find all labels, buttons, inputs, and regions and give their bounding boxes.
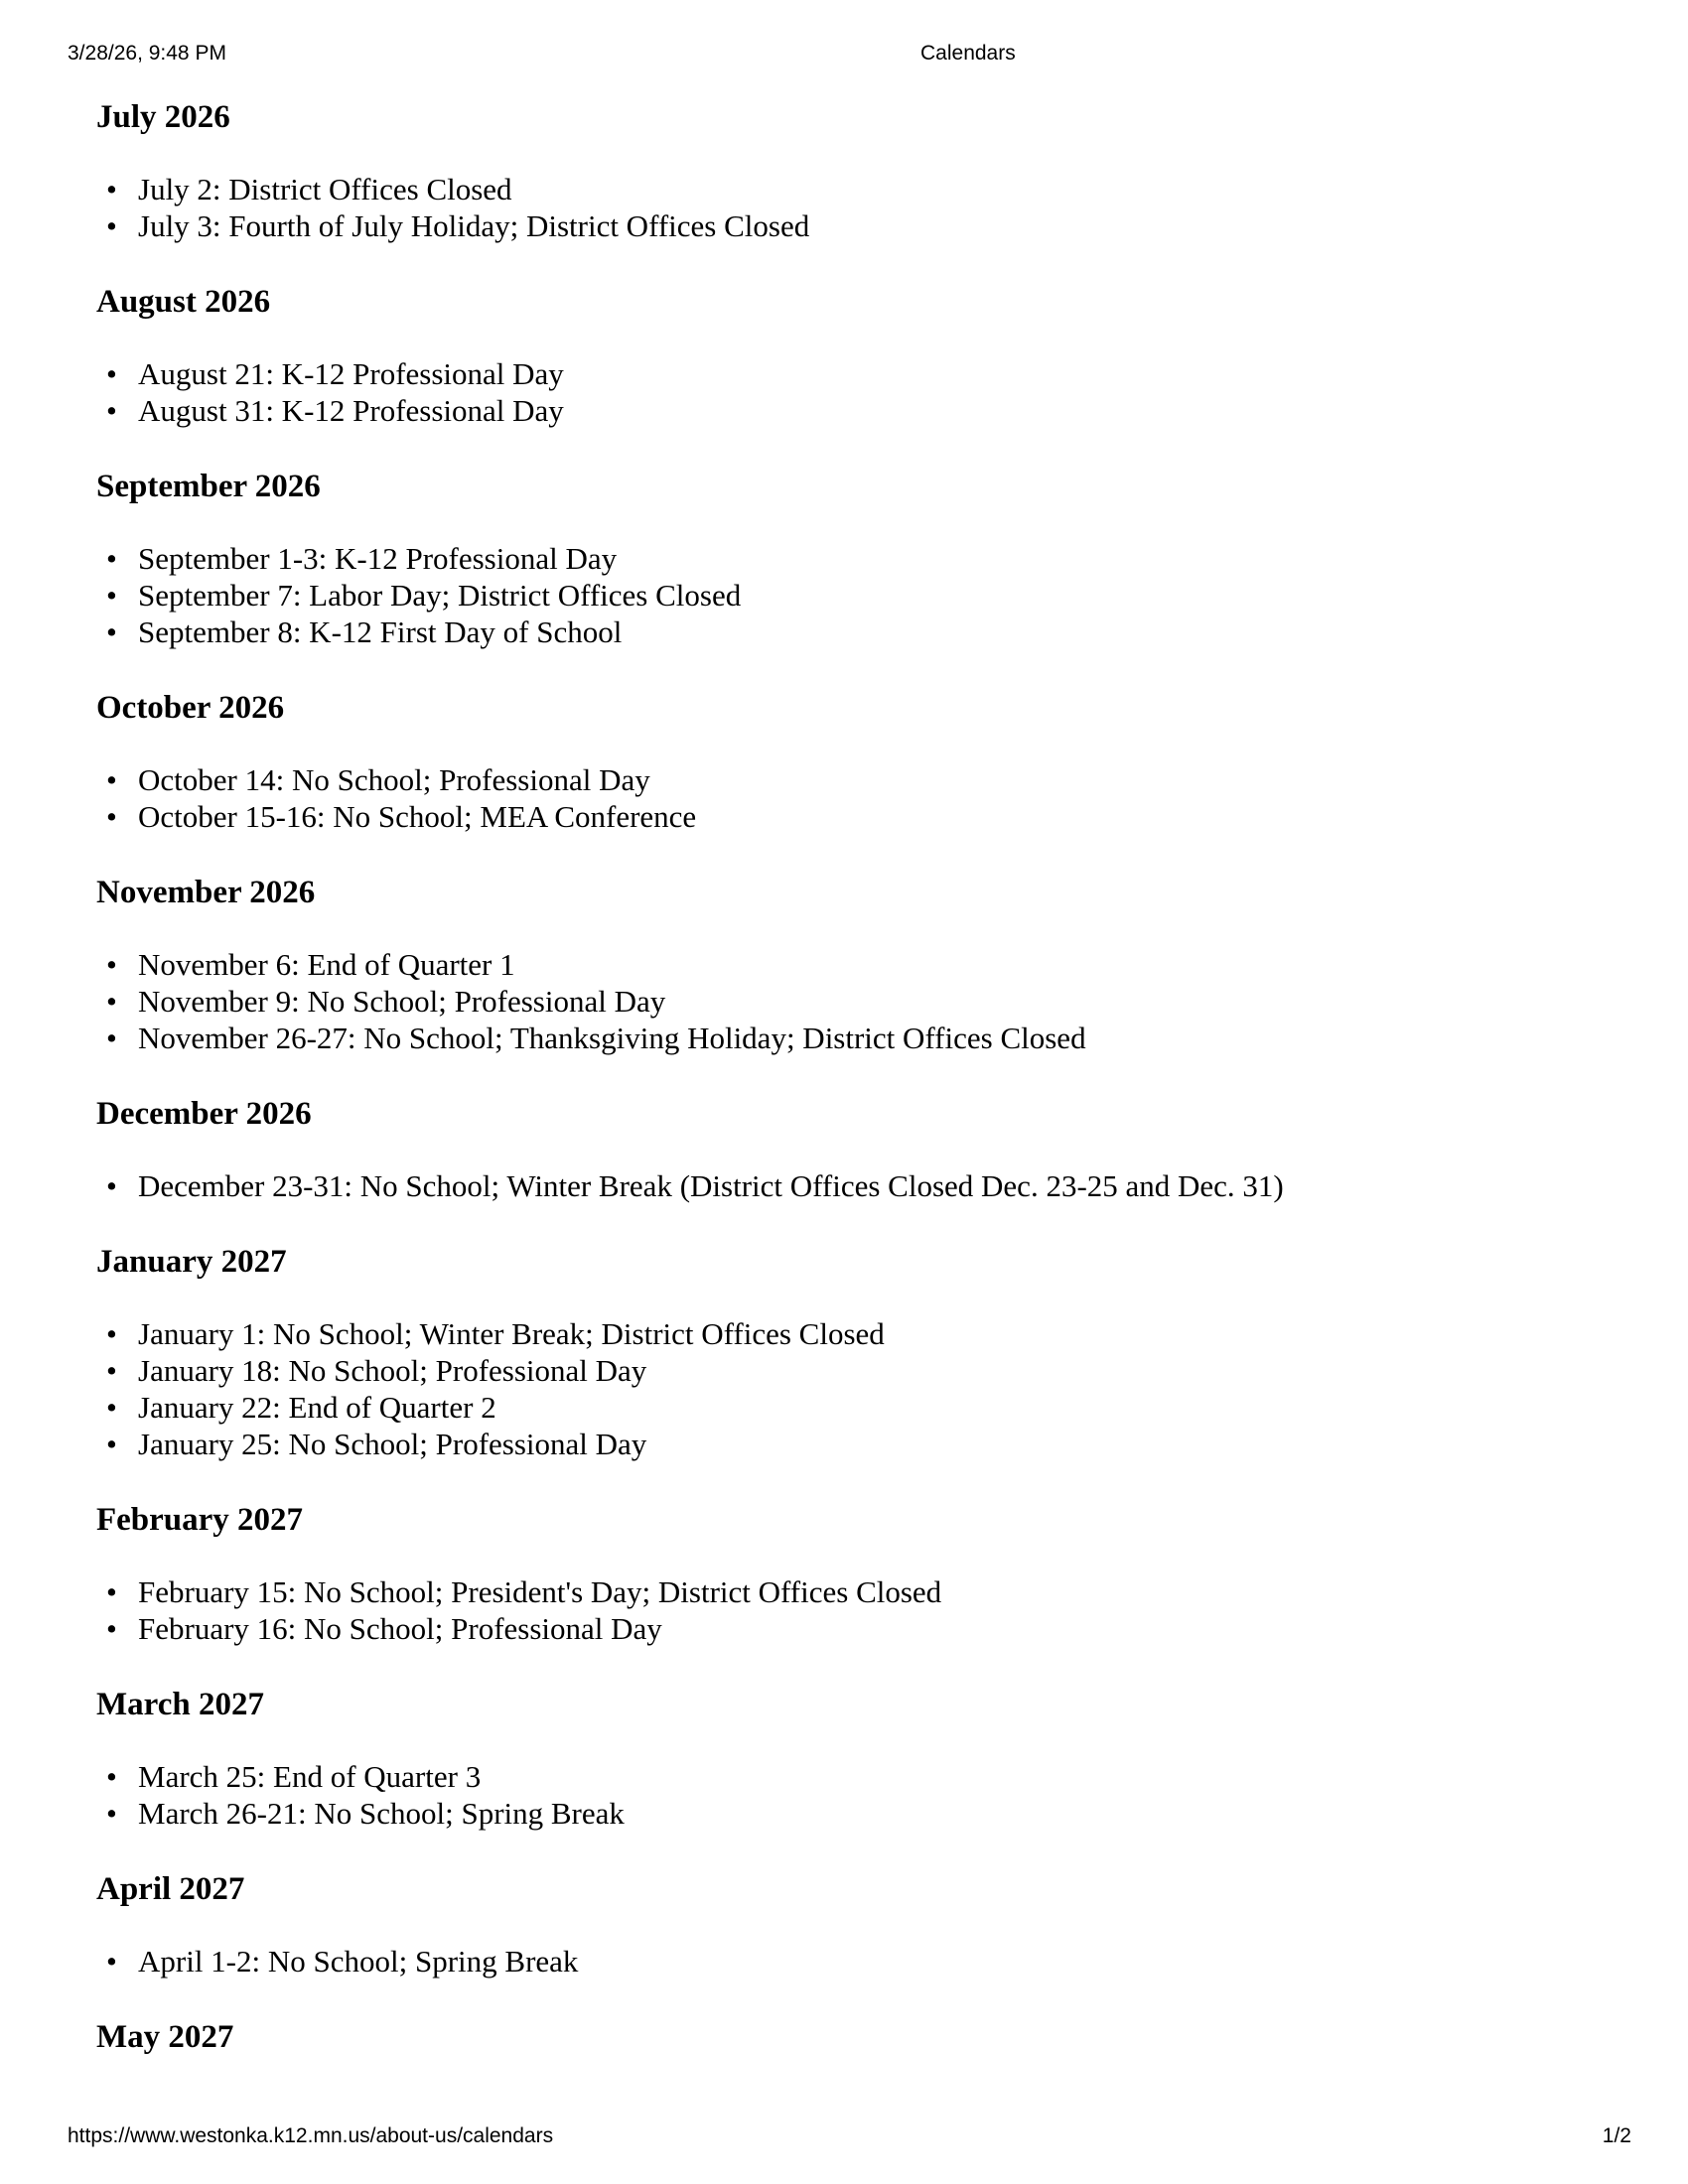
print-footer-page-number: 1/2 — [1602, 2124, 1631, 2147]
event-item: • November 26-27: No School; Thanksgiving Holiday; District Offices Closed — [138, 1020, 1628, 1056]
event-item: • September 7: Labor Day; District Offices Closed — [138, 577, 1628, 614]
event-item: • July 3: Fourth of July Holiday; District Offices Closed — [138, 207, 1628, 244]
month-section — [96, 1869, 1628, 1979]
month-heading: November 2026 — [96, 875, 316, 910]
event-list — [96, 355, 1628, 429]
event-item: • September 8: K-12 First Day of School — [138, 614, 1628, 650]
month-heading: October 2026 — [96, 690, 285, 726]
event-item: • November 9: No School; Professional Day — [138, 983, 1628, 1020]
month-section — [96, 1242, 1628, 1462]
event-item: • January 22: End of Quarter 2 — [138, 1389, 1628, 1426]
month-section — [96, 467, 1628, 650]
month-heading: May 2027 — [96, 2019, 234, 2055]
event-list — [96, 1573, 1628, 1647]
event-item: • February 16: No School; Professional Day — [138, 1610, 1628, 1647]
print-header-title: Calendars — [920, 42, 1016, 65]
event-item: • August 21: K-12 Professional Day — [138, 355, 1628, 392]
event-item: • April 1-2: No School; Spring Break — [138, 1943, 1628, 1979]
month-section — [96, 2017, 1628, 2057]
event-list — [96, 946, 1628, 1056]
month-heading: February 2027 — [96, 1502, 304, 1538]
month-heading: September 2026 — [96, 469, 321, 504]
calendar-content — [96, 97, 1628, 2057]
month-section — [96, 1500, 1628, 1647]
print-header-datetime: 3/28/26, 9:48 PM — [68, 42, 226, 65]
event-list — [96, 540, 1628, 650]
event-item: • February 15: No School; President's Day; District Offices Closed — [138, 1573, 1628, 1610]
month-section — [96, 282, 1628, 429]
event-item: • September 1-3: K-12 Professional Day — [138, 540, 1628, 577]
month-heading: December 2026 — [96, 1096, 312, 1132]
event-item: • August 31: K-12 Professional Day — [138, 392, 1628, 429]
event-list — [96, 1943, 1628, 1979]
event-item: • July 2: District Offices Closed — [138, 171, 1628, 207]
event-list — [96, 171, 1628, 244]
event-item: • November 6: End of Quarter 1 — [138, 946, 1628, 983]
event-list — [96, 1758, 1628, 1832]
month-heading: August 2026 — [96, 284, 271, 320]
event-list — [96, 1315, 1628, 1462]
month-heading: March 2027 — [96, 1687, 264, 1722]
print-footer-url: https://www.westonka.k12.mn.us/about-us/calendars — [68, 2124, 554, 2147]
event-item: • January 25: No School; Professional Day — [138, 1426, 1628, 1462]
event-item: • March 26-21: No School; Spring Break — [138, 1795, 1628, 1832]
month-section — [96, 1094, 1628, 1204]
event-item: • January 1: No School; Winter Break; District Offices Closed — [138, 1315, 1628, 1352]
month-heading: January 2027 — [96, 1244, 287, 1280]
month-section — [96, 873, 1628, 1056]
event-item: • October 14: No School; Professional Day — [138, 761, 1628, 798]
month-section — [96, 1685, 1628, 1832]
event-item: • October 15-16: No School; MEA Conference — [138, 798, 1628, 835]
month-section — [96, 688, 1628, 835]
event-item: • December 23-31: No School; Winter Break (District Offices Closed Dec. 23-25 and Dec. 31) — [138, 1167, 1628, 1204]
event-item: • March 25: End of Quarter 3 — [138, 1758, 1628, 1795]
month-section — [96, 97, 1628, 244]
month-heading: July 2026 — [96, 99, 230, 135]
event-item: • January 18: No School; Professional Day — [138, 1352, 1628, 1389]
month-heading: April 2027 — [96, 1871, 245, 1907]
event-list — [96, 761, 1628, 835]
event-list — [96, 1167, 1628, 1204]
